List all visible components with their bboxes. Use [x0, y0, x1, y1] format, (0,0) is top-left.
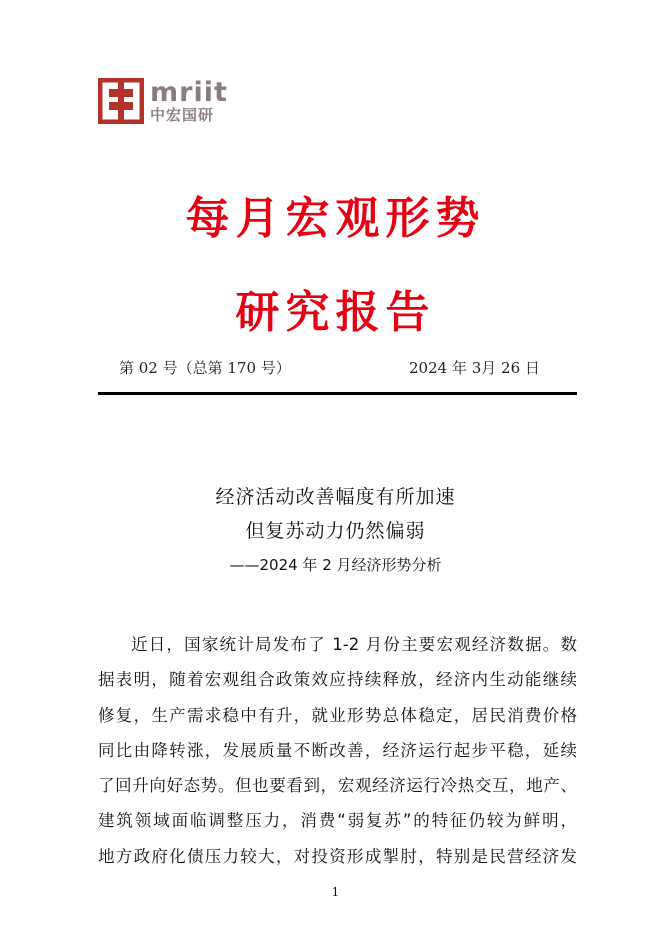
report-title-line2: 研究报告	[235, 287, 436, 338]
body-line: 建筑领域面临调整压力，消费“弱复苏”的特征仍较为鲜明，	[98, 811, 577, 831]
issue-date: 2024 年 3月 26 日	[409, 359, 540, 377]
logo-brand-en: mriit	[150, 76, 228, 108]
logo-brand-cn: 中宏国研	[150, 105, 215, 124]
page-number: 1	[331, 885, 340, 899]
body-line: 了回升向好态势。但也要看到，宏观经济运行冷热交互，地产、	[98, 776, 577, 796]
logo	[98, 76, 228, 126]
article-headline-1: 经济活动改善幅度有所加速	[215, 486, 456, 508]
body-line: 同比由降转涨，发展质量不断改善，经济运行起步平稳，延续	[98, 740, 577, 760]
body-line: 据表明，随着宏观组合政策效应持续释放，经济内生动能继续	[98, 670, 577, 690]
body-line: 地方政府化债压力较大，对投资形成掣肘，特别是民营经济发	[98, 846, 577, 866]
body-line: 修复，生产需求稳中有升，就业形势总体稳定，居民消费价格	[98, 705, 577, 725]
article-body	[98, 627, 577, 874]
issue-number: 第 02 号（总第 170 号）	[119, 359, 291, 377]
article-subtitle: ——2024 年 2 月经济形势分析	[229, 556, 442, 574]
article-headline-2: 但复苏动力仍然偏弱	[245, 520, 426, 542]
logo-mark-icon	[98, 78, 144, 124]
header-divider	[98, 392, 577, 395]
report-title-line1: 每月宏观形势	[185, 193, 486, 244]
body-line: 近日，国家统计局发布了 1-2 月份主要宏观经济数据。数	[131, 635, 577, 654]
